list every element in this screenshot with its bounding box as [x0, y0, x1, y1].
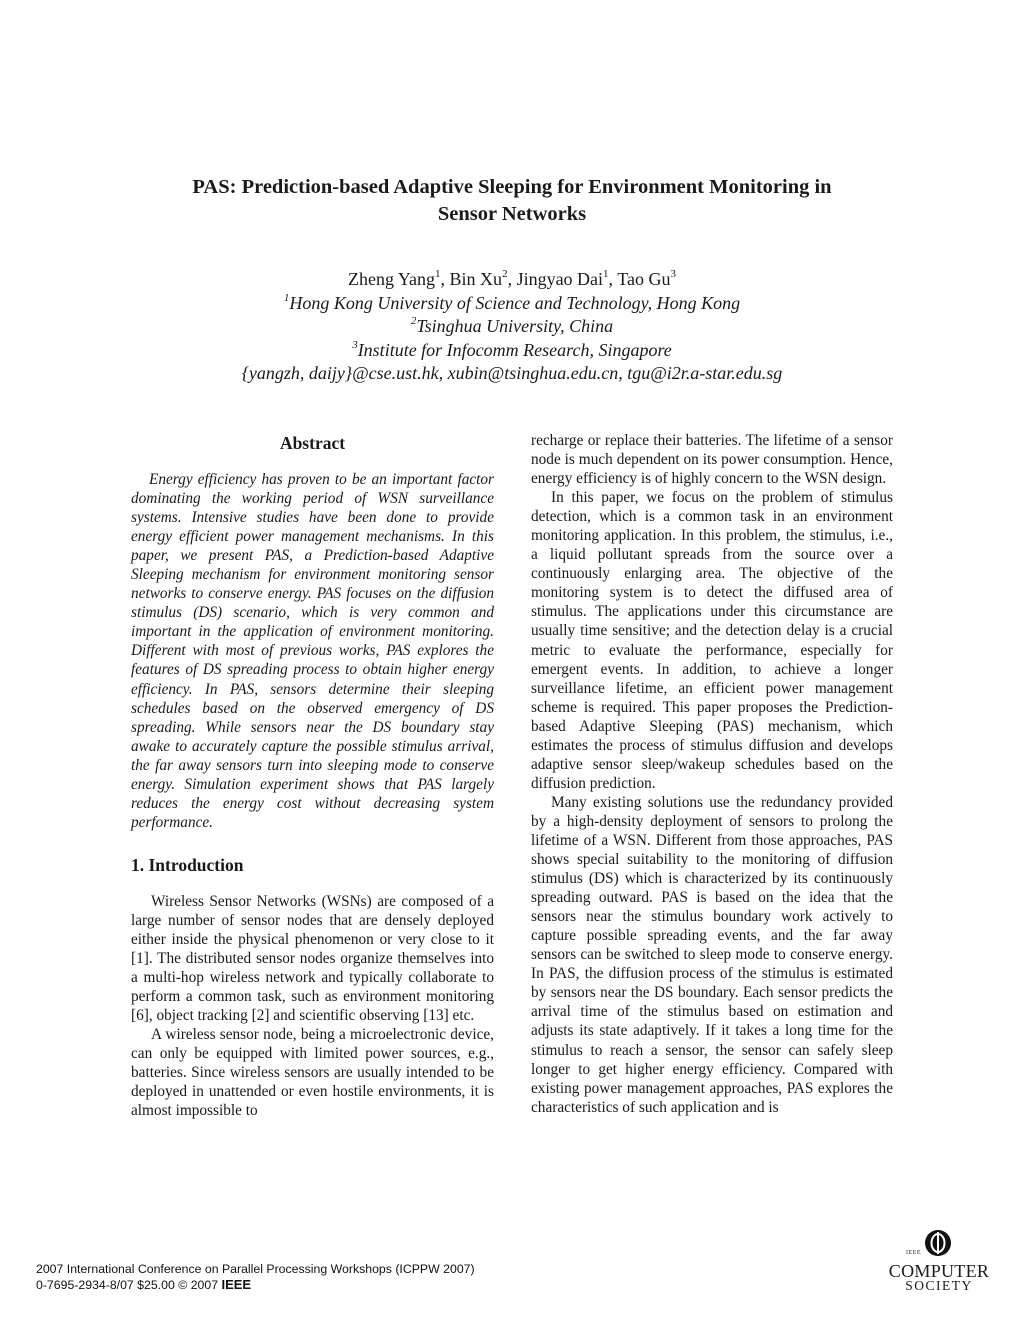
affiliation-1: [0, 292, 1024, 316]
logo-computer: COMPUTER: [888, 1261, 990, 1281]
affiliation-3: [0, 339, 1024, 363]
title-line-1: PAS: Prediction-based Adaptive Sleeping for Environment Monitoring in: [192, 176, 832, 198]
author-superscript: 1: [435, 268, 441, 280]
author-superscript: 3: [670, 268, 676, 280]
paper-title: [0, 174, 1024, 228]
author-superscript: 2: [502, 268, 508, 280]
author-name: , Bin Xu: [440, 269, 503, 289]
section-heading-introduction: 1. Introduction: [131, 854, 244, 875]
left-column: [131, 430, 494, 1120]
paragraph: A wireless sensor node, being a microelectronic device, can only be equipped with limited power sources, e.g., batteries. Since wireless sensors are usually intended to be deployed in unattended or even hostile environments, it is almost impossible to: [131, 1026, 494, 1120]
author-name: , Jingyao Dai: [507, 269, 604, 289]
author-block: [0, 268, 1024, 386]
abstract-text: Energy efficiency has proven to be an important factor dominating the working period of WSN surveillance systems. Intensive studies have been done to provide energy efficient power management mechanisms. In this paper, we present PAS, a Prediction-based Adaptive Sleeping mechanism for environment monitoring sensor networks to conserve energy. PAS focuses on the diffusion stimulus (DS) scenario, which is very common and important in the application of environment monitoring. Different with most of previous works, PAS explores the features of DS spreading process to obtain higher energy efficiency. In PAS, sensors determine their sleeping schedules based on the observed emergency of DS spreading. While sensors near the DS boundary stay awake to accurately capture the possible stimulus arrival, the far away sensors turn into sleeping mode to conserve energy. Simulation experiment shows that PAS largely reduces the energy cost without decreasing system performance.: [131, 471, 494, 831]
title-line-2: Sensor Networks: [437, 203, 587, 225]
author-names: [0, 268, 1024, 292]
affiliation-text: Hong Kong University of Science and Technology, Hong Kong: [289, 292, 741, 313]
paragraph: In this paper, we focus on the problem of stimulus detection, which is a common task in an environment monitoring application. In this problem, the stimulus, i.e., a liquid pollutant spreads from the source over a continuously enlarging area. The objective of the monitoring system is to detect the diffused area of stimulus. The applications under this circumstance are usually time sensitive; and the detection delay is a crucial metric to evaluate the performance, especially for emergent events. In addition, to achieve a longer surveillance lifetime, an efficient power management scheme is required. This paper proposes the Prediction-based Adaptive Sleeping (PAS) mechanism, which estimates the process of stimulus diffusion and develops adaptive sensor sleep/wakeup schedules based on the diffusion prediction.: [531, 489, 893, 792]
abstract-heading: Abstract: [279, 433, 346, 453]
ieee-wordmark: IEEE: [221, 1277, 252, 1292]
affiliation-superscript: 3: [352, 338, 358, 351]
affiliation-text: Institute for Infocomm Research, Singapore: [357, 339, 672, 360]
author-emails: {yangzh, daijy}@cse.ust.hk, xubin@tsinghua.edu.cn, tgu@i2r.a-star.edu.sg: [241, 363, 783, 383]
footer-isbn-line: [36, 1277, 475, 1293]
ieee-emblem-icon: [924, 1229, 952, 1257]
affiliation-2: [0, 315, 1024, 339]
logo-society: SOCIETY: [905, 1278, 973, 1293]
author-name: Zheng Yang: [348, 269, 436, 289]
logo-ieee-small: IEEE: [906, 1250, 921, 1256]
affiliation-superscript: 2: [410, 315, 417, 327]
affiliation-text: Tsinghua University, China: [416, 316, 614, 336]
paragraph: Many existing solutions use the redundancy provided by a high-density deployment of sensors to prolong the lifetime of a WSN. Different from those approaches, PAS shows special suitability to the monitoring of diffusion stimulus (DS) which is characterized by its continuously spreading outward. PAS is based on the idea that the sensors near the stimulus boundary work actively to capture possible spreading events, and the far away sensors can be switched to sleep mode to conserve energy. In PAS, the diffusion process of the stimulus is estimated by sensors near the DS boundary. Each sensor predicts the arrival time of the stimulus based on estimation and adjusts its state adaptively. If it takes a long time for the stimulus to reach a sensor, the sensor can safely sleep longer to get higher energy efficiency. Compared with existing power management approaches, PAS explores the characteristics of such application and is: [531, 793, 893, 1116]
footer-isbn-text: 0-7695-2934-8/07 $25.00 © 2007: [36, 1278, 222, 1292]
author-name: , Tao Gu: [608, 269, 671, 289]
footer-conference-line: 2007 International Conference on Parallel Processing Workshops (ICPPW 2007): [36, 1262, 475, 1276]
paragraph: Wireless Sensor Networks (WSNs) are composed of a large number of sensor nodes that are densely deployed either inside the physical phenomenon or very close to it [1]. The distributed sensor nodes organize themselves into a multi-hop wireless network and typically collaborate to perform a common task, such as environment monitoring [6], object tracking [2] and scientific observing [13] etc.: [131, 892, 494, 1025]
affiliation-superscript: 1: [283, 291, 290, 304]
author-superscript: 1: [603, 268, 609, 280]
computer-society-logo: [884, 1229, 994, 1293]
paragraph: recharge or replace their batteries. The lifetime of a sensor node is much dependent on its power consumption. Hence, energy efficiency is of highly concern to the WSN design.: [531, 432, 893, 488]
conference-footer: [36, 1261, 475, 1293]
right-column: [531, 431, 893, 1117]
